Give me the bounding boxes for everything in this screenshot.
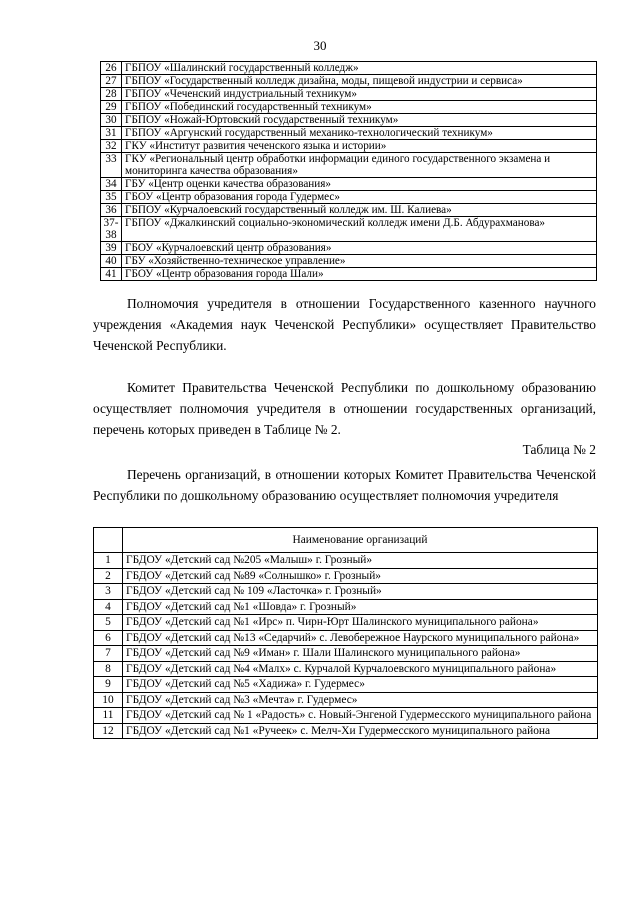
organization-name: ГБПОУ «Джалкинский социально-экономический колледж имени Д.Б. Абдурахманова»: [122, 217, 597, 242]
table-row: [101, 75, 597, 88]
table-row: [94, 568, 598, 584]
row-number: 36: [101, 204, 122, 217]
row-number: 30: [101, 114, 122, 127]
header-number-cell: [94, 528, 123, 553]
preschool-organizations-table: [93, 527, 598, 739]
table-row: [94, 661, 598, 677]
row-number: 7: [94, 646, 123, 662]
row-number: 12: [94, 723, 123, 739]
table-row: [101, 178, 597, 191]
row-number: 40: [101, 255, 122, 268]
organization-name: ГКУ «Институт развития чеченского языка и истории»: [122, 140, 597, 153]
table-row: [101, 191, 597, 204]
organization-name: ГБДОУ «Детский сад №89 «Солнышко» г. Грозный»: [123, 568, 598, 584]
organization-name: ГБПОУ «Государственный колледж дизайна, моды, пищевой индустрии и сервиса»: [122, 75, 597, 88]
table-2-caption: Таблица № 2: [522, 442, 596, 457]
table-row: [101, 114, 597, 127]
organization-name: ГБОУ «Центр образования города Гудермес»: [122, 191, 597, 204]
row-number: 32: [101, 140, 122, 153]
table-row: [101, 62, 597, 75]
table-row: [101, 242, 597, 255]
table-row: [94, 553, 598, 569]
table-row: [94, 677, 598, 693]
table-row: [94, 692, 598, 708]
row-number: 29: [101, 101, 122, 114]
organization-name: ГБДОУ «Детский сад №3 «Мечта» г. Гудермес»: [123, 692, 598, 708]
table-row: [94, 708, 598, 724]
row-number: 10: [94, 692, 123, 708]
institutions-table: [100, 61, 597, 281]
paragraph-preschool-committee: Комитет Правительства Чеченской Республики по дошкольному образованию осуществляет полномочия учредителя в отношении государственных организаций, перечень которых приведен в Таблице № 2.: [93, 380, 596, 437]
organization-name: ГБДОУ «Детский сад № 1 «Радость» с. Новый-Энгеной Гудермесского муниципального района: [123, 708, 598, 724]
organization-name: ГБОУ «Центр образования города Шали»: [122, 268, 597, 281]
organization-name: ГБПОУ «Курчалоевский государственный колледж им. Ш. Калиева»: [122, 204, 597, 217]
table-header-row: [94, 528, 598, 553]
row-number: 4: [94, 599, 123, 615]
organization-name: ГБПОУ «Ножай-Юртовский государственный техникум»: [122, 114, 597, 127]
organization-name: ГБПОУ «Аргунский государственный механико-технологический техникум»: [122, 127, 597, 140]
organization-name: ГБОУ «Курчалоевский центр образования»: [122, 242, 597, 255]
table-row: [94, 584, 598, 600]
table-row: [94, 630, 598, 646]
table-row: [94, 723, 598, 739]
row-number: 27: [101, 75, 122, 88]
row-number: 1: [94, 553, 123, 569]
row-number: 41: [101, 268, 122, 281]
organization-name: ГБДОУ «Детский сад №205 «Малыш» г. Грозный»: [123, 553, 598, 569]
row-number: 11: [94, 708, 123, 724]
page-number: 30: [313, 38, 327, 53]
organization-name: ГБПОУ «Чеченский индустриальный техникум»: [122, 88, 597, 101]
table-row: [101, 255, 597, 268]
paragraph-academy-of-sciences: Полномочия учредителя в отношении Государственного казенного научного учреждения «Академия наук Чеченской Республики» осуществляет Правительство Чеченской Республики.: [93, 296, 596, 353]
organization-name: ГБДОУ «Детский сад № 109 «Ласточка» г. Грозный»: [123, 584, 598, 600]
row-number: 2: [94, 568, 123, 584]
table-row: [94, 615, 598, 631]
row-number: 34: [101, 178, 122, 191]
table-row: [101, 127, 597, 140]
row-number: 33: [101, 153, 122, 178]
row-number: 28: [101, 88, 122, 101]
row-number: 5: [94, 615, 123, 631]
organization-name: ГБДОУ «Детский сад №1 «Ручеек» с. Мелч-Хи Гудермесского муниципального района: [123, 723, 598, 739]
row-number: 3: [94, 584, 123, 600]
table-row: [101, 204, 597, 217]
organization-name: ГБДОУ «Детский сад №13 «Седарчий» с. Левобережное Наурского муниципального района»: [123, 630, 598, 646]
row-number: 35: [101, 191, 122, 204]
organization-name: ГБДОУ «Детский сад №9 «Иман» г. Шали Шалинского муниципального района»: [123, 646, 598, 662]
organization-name: ГБУ «Центр оценки качества образования»: [122, 178, 597, 191]
table-row: [101, 268, 597, 281]
organization-name: ГБПОУ «Побединский государственный техникум»: [122, 101, 597, 114]
organization-name: ГКУ «Региональный центр обработки информации единого государственного экзамена и мониторинга качества образования»: [122, 153, 597, 178]
table-row: [101, 88, 597, 101]
table-row: [94, 646, 598, 662]
row-number: 6: [94, 630, 123, 646]
table-row: [101, 217, 597, 242]
row-number: 37-38: [101, 217, 122, 242]
organization-name: ГБДОУ «Детский сад №4 «Малх» с. Курчалой Курчалоевского муниципального района»: [123, 661, 598, 677]
table-row: [101, 140, 597, 153]
row-number: 9: [94, 677, 123, 693]
organization-name: ГБДОУ «Детский сад №5 «Хадижа» г. Гудермес»: [123, 677, 598, 693]
row-number: 31: [101, 127, 122, 140]
row-number: 39: [101, 242, 122, 255]
row-number: 26: [101, 62, 122, 75]
organization-name: ГБПОУ «Шалинский государственный колледж»: [122, 62, 597, 75]
organization-name: ГБДОУ «Детский сад №1 «Ирс» п. Чирн-Юрт Шалинского муниципального района»: [123, 615, 598, 631]
header-name-cell: Наименование организаций: [123, 528, 598, 553]
table-row: [101, 101, 597, 114]
paragraph-table-2-title: Перечень организаций, в отношении которых Комитет Правительства Чеченской Республики по дошкольному образованию осуществляет полномочия учредителя: [93, 467, 596, 503]
organization-name: ГБУ «Хозяйственно-техническое управление»: [122, 255, 597, 268]
table-row: [101, 153, 597, 178]
table-row: [94, 599, 598, 615]
row-number: 8: [94, 661, 123, 677]
organization-name: ГБДОУ «Детский сад №1 «Шовда» г. Грозный»: [123, 599, 598, 615]
